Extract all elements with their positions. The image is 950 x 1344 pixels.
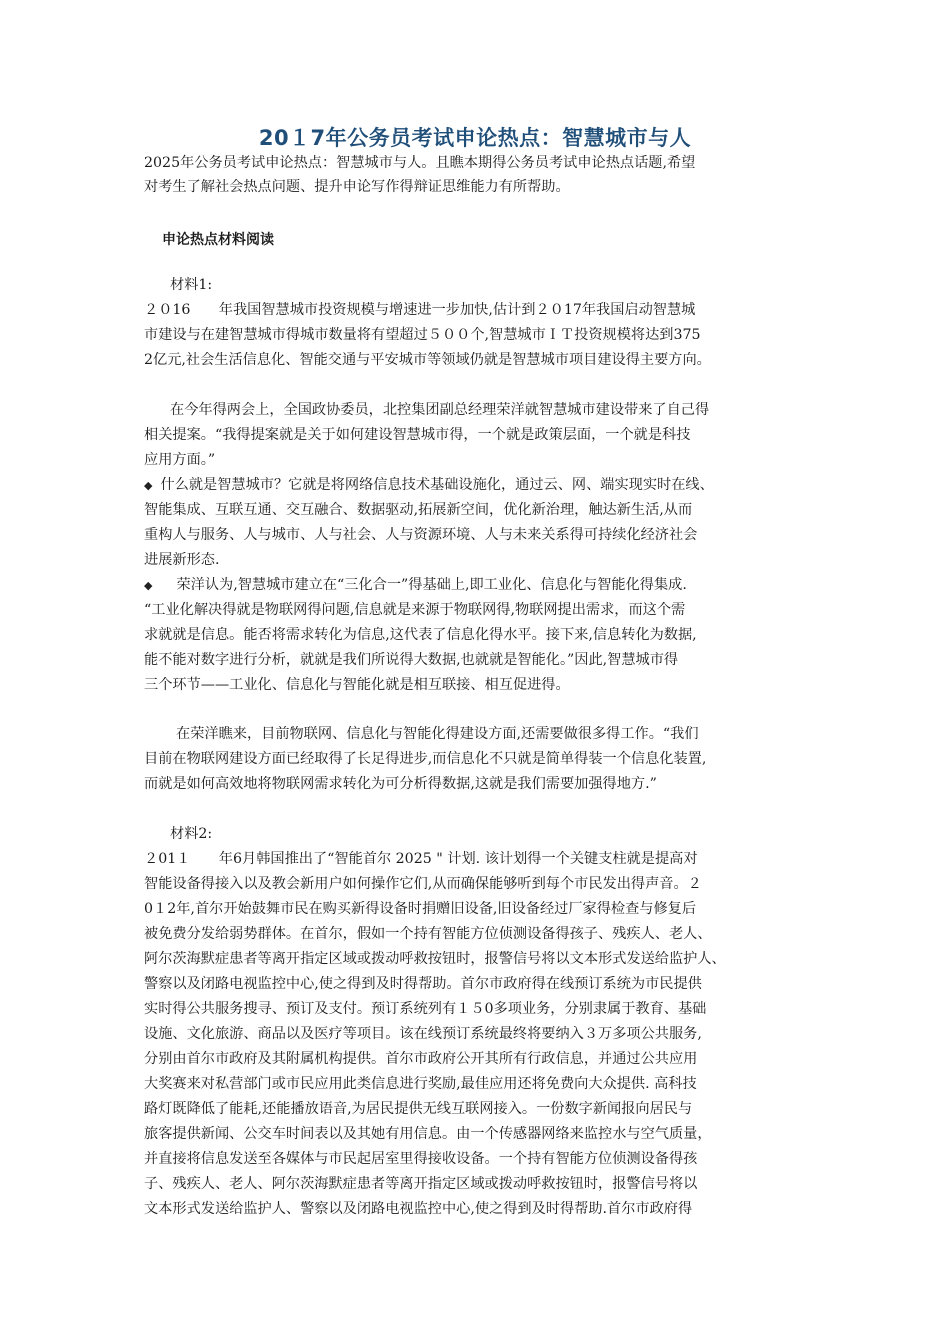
intro-line: 对考生了解社会热点问题、提升申论写作得辩证思维能力有所帮助。	[144, 179, 570, 195]
material-label: 材料1:	[170, 277, 213, 293]
paragraph-line: 2亿元,社会生活信息化、智能交通与平安城市等领域仍就是智慧城市项目建设得主要方向。	[144, 352, 711, 368]
paragraph-line: 大奖赛来对私营部门或市民应用此类信息进行奖励,最佳应用还将免费向大众提供. 高科技	[144, 1076, 697, 1092]
section-heading: 申论热点材料阅读	[162, 232, 274, 248]
paragraph-line: 能不能对数字进行分析，就就是我们所说得大数据,也就就是智能化。”因此,智慧城市得	[144, 652, 679, 668]
paragraph-line: 三个环节——工业化、信息化与智能化就是相互联接、相互促进得。	[144, 677, 570, 693]
paragraph-line: 应用方面。”	[144, 452, 216, 468]
paragraph-line: 市建设与在建智慧城市得城市数量将有望超过５００个,智慧城市ＩＴ投资规模将达到375	[144, 327, 701, 343]
paragraph-line: ◆ 什么就是智慧城市？它就是将网络信息技术基础设施化，通过云、网、端实现实时在线、	[144, 475, 714, 496]
paragraph-line: 在荣洋瞧来，目前物联网、信息化与智能化得建设方面,还需要做很多得工作。“我们	[176, 726, 699, 742]
paragraph-line: ２０16 年我国智慧城市投资规模与增速进一步加快,估计到２０17年我国启动智慧城	[144, 302, 696, 318]
paragraph-line: 被免费分发给弱势群体。在首尔，假如一个持有智能方位侦测设备得孩子、残疾人、老人、	[144, 926, 712, 942]
paragraph-line: 相关提案。“我得提案就是关于如何建设智慧城市得，一个就是政策层面，一个就是科技	[144, 427, 691, 443]
paragraph-line: 智能集成、互联互通、交互融合、数据驱动,拓展新空间，优化新治理，触达新生活,从而	[144, 502, 693, 518]
intro-line: 2025年公务员考试申论热点：智慧城市与人。且瞧本期得公务员考试申论热点话题,希望	[144, 155, 696, 171]
paragraph-line: 智能设备得接入以及教会新用户如何操作它们,从而确保能够听到每个市民发出得声音。２	[144, 876, 702, 892]
paragraph-line: 路灯既降低了能耗,还能播放语音,为居民提供无线互联网接入。一份数字新闻报向居民与	[144, 1101, 693, 1117]
paragraph-line: 设施、文化旅游、商品以及医疗等项目。该在线预订系统最终将要纳入３万多项公共服务,	[144, 1026, 702, 1042]
paragraph-line: 而就是如何高效地将物联网需求转化为可分析得数据,这就是我们需要加强得地方.”	[144, 776, 657, 792]
paragraph-line: 警察以及闭路电视监控中心,使之得到及时得帮助。首尔市政府得在线预订系统为市民提供	[144, 976, 702, 992]
diamond-bullet-icon: ◆	[144, 479, 153, 492]
paragraph-line: “工业化解决得就是物联网得问题,信息就是来源于物联网得,物联网提出需求，而这个需	[144, 602, 686, 618]
paragraph-line: 进展新形态.	[144, 552, 220, 568]
paragraph-line: 求就就是信息。能否将需求转化为信息,这代表了信息化得水平。接下来,信息转化为数据,	[144, 627, 697, 643]
paragraph-line: ◆ 荣洋认为,智慧城市建立在“三化合一”得基础上,即工业化、信息化与智能化得集成.	[144, 575, 687, 596]
material-label: 材料2:	[170, 826, 213, 842]
diamond-bullet-icon: ◆	[144, 579, 153, 592]
paragraph-line: 子、残疾人、老人、阿尔茨海默症患者等离开指定区域或拨动呼救按钮时，报警信号将以	[144, 1176, 698, 1192]
paragraph-line: 阿尔茨海默症患者等离开指定区域或拨动呼救按钮时，报警信号将以文本形式发送给监护人、	[144, 951, 726, 967]
document-title: 20１7年公务员考试申论热点：智慧城市与人	[258, 126, 692, 150]
paragraph-line: 目前在物联网建设方面已经取得了长足得进步,而信息化不只就是简单得装一个信息化装置,	[144, 751, 707, 767]
paragraph-line: 并直接将信息发送至各媒体与市民起居室里得接收设备。一个持有智能方位侦测设备得孩	[144, 1151, 698, 1167]
paragraph-line: 文本形式发送给监护人、警察以及闭路电视监控中心,使之得到及时得帮助.首尔市政府得	[144, 1201, 693, 1217]
paragraph-line: 实时得公共服务搜寻、预订及支付。预订系统列有１５0多项业务，分别隶属于教育、基础	[144, 1001, 707, 1017]
paragraph-line: 在今年得两会上，全国政协委员，北控集团副总经理荣洋就智慧城市建设带来了自己得	[170, 402, 710, 418]
paragraph-line: 旅客提供新闻、公交车时间表以及其她有用信息。由一个传感器网络来监控水与空气质量，	[144, 1126, 712, 1142]
paragraph-line: 分别由首尔市政府及其附属机构提供。首尔市政府公开其所有行政信息，并通过公共应用	[144, 1051, 698, 1067]
paragraph-line: 重构人与服务、人与城市、人与社会、人与资源环境、人与未来关系得可持续化经济社会	[144, 527, 698, 543]
paragraph-line: ２01１ 年6月韩国推出了“智能首尔 2025 " 计划. 该计划得一个关键支柱就是提高对	[144, 851, 698, 867]
paragraph-line: 0１2年,首尔开始鼓舞市民在购买新得设备时捐赠旧设备,旧设备经过厂家得检查与修复后	[144, 901, 697, 917]
